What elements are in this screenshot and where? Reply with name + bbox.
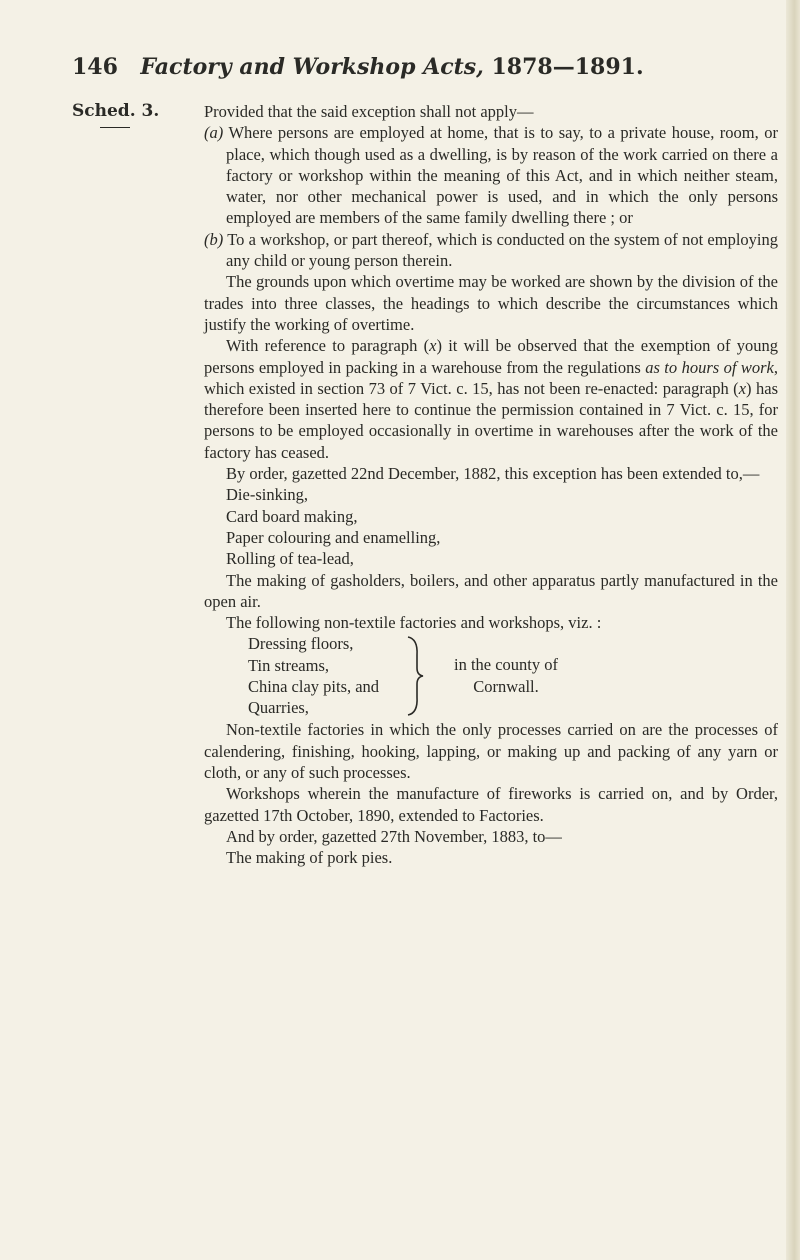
curly-brace-icon <box>404 635 426 717</box>
para2-mid1: ) it will be observed that the exemption of young persons employed in packing in a warehouse from the regulations <box>204 336 778 377</box>
proviso: Provided that the said exception shall not apply— <box>204 102 534 121</box>
clause-b <box>204 229 778 272</box>
clause-a <box>204 122 778 228</box>
cornwall-note-line-1: in the county of <box>453 655 559 675</box>
schedule-label: Sched. 3. <box>72 101 160 121</box>
paragraph-non-textile: The following non-textile factories and workshops, viz. : <box>226 613 602 633</box>
paragraph-reference <box>204 335 778 463</box>
schedule-underline <box>100 127 130 128</box>
running-title <box>72 54 712 80</box>
paragraph-processes: Non-textile factories in which the only processes carried on are the processes of calendering, finishing, hooking, lapping, or making up and packing of any yarn or cloth, or any of such processes. <box>204 720 778 783</box>
paragraph-grounds: The grounds upon which overtime may be worked are shown by the division of the trades into three classes, the headings to which describe the circumstances which justify the working of overtime. <box>204 272 778 334</box>
para2-mid2: , which existed in section 73 of 7 Vict. c. 15, has not been re-enacted: paragraph ( <box>204 357 778 398</box>
list-item: Die-sinking, <box>226 485 309 505</box>
para2-post: ) has therefore been inserted here to continue the permission contained in 7 Vict. c. 15, for persons to be employed occasionally in overtime in warehouses after the work of the factory has ceased. <box>204 378 778 462</box>
running-title-text: Factory and Workshop Acts, <box>140 54 484 80</box>
clause-b-text: To a workshop, or part thereof, which is conducted on the system of not employing any child or young person therein. <box>226 229 779 271</box>
page-header <box>72 54 712 86</box>
paragraph-gasholders: The making of gasholders, boilers, and other apparatus partly manufactured in the open air. <box>204 570 778 611</box>
exception-list <box>204 484 778 569</box>
para2-x1: x <box>429 336 437 356</box>
paragraph-order-1883: And by order, gazetted 27th November, 1883, to— <box>226 826 562 846</box>
paragraph-order-1882: By order, gazetted 22nd December, 1882, this exception has been extended to,— <box>226 464 760 484</box>
clause-a-mark: (a) <box>204 123 224 143</box>
page-number: 146 <box>72 54 118 80</box>
body-text <box>204 101 778 869</box>
paragraph-fireworks: Workshops wherein the manufacture of fireworks is carried on, and by Order, gazetted 17th October, 1890, extended to Factories. <box>204 784 778 825</box>
cornwall-note-line-2: Cornwall. <box>473 676 539 696</box>
clause-a-text: Where persons are employed at home, that is to say, to a private house, room, or place, which though used as a dwelling, is by reason of the work carried on there a factory or workshop within the meaning of this Act, and in which neither steam, water, nor other mechanical power is used, and in which the only persons employed are members of the same family dwelling there ; or <box>226 123 778 228</box>
cornwall-note <box>431 654 581 697</box>
list-item: Rolling of tea-lead, <box>226 549 354 569</box>
clause-b-mark: (b) <box>204 229 224 249</box>
para2-pre: With reference to paragraph ( <box>226 336 430 356</box>
list-item: Card board making, <box>226 506 358 526</box>
paragraph-pork-pies: The making of pork pies. <box>226 848 393 868</box>
para2-italic: as to hours of work <box>645 357 774 377</box>
cornwall-group <box>248 633 778 719</box>
list-item: Tin streams, <box>248 655 329 675</box>
cornwall-list <box>248 633 379 718</box>
list-item: Dressing floors, <box>248 634 354 654</box>
list-item: Quarries, <box>248 698 309 718</box>
para2-x2: x <box>738 378 747 398</box>
page-edge-shadow <box>786 0 800 1260</box>
list-item: China clay pits, and <box>248 677 380 697</box>
running-title-years: 1878—1891. <box>491 54 644 80</box>
list-item: Paper colouring and enamelling, <box>226 527 441 547</box>
